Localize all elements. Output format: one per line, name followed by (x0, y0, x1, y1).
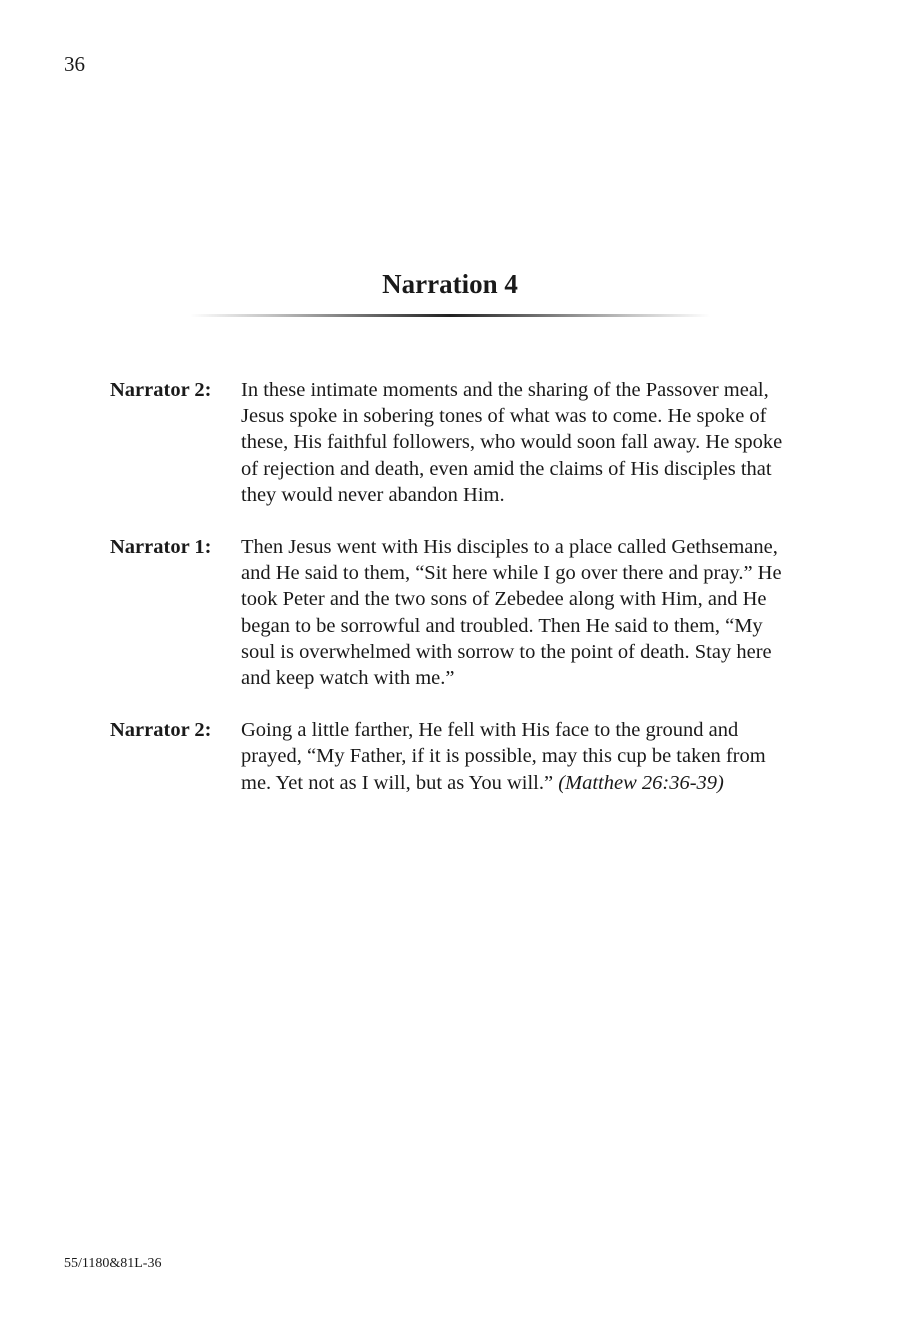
title-divider (190, 314, 710, 317)
speaker-label: Narrator 2: (110, 379, 212, 401)
footer-code: 55/1180&81L-36 (64, 1256, 162, 1271)
script-entry (110, 534, 810, 691)
scripture-citation: (Matthew 26:36-39) (558, 771, 724, 794)
speaker-label: Narrator 2: (110, 719, 212, 742)
speech-text: Then Jesus went with His disciples to a place called Gethsemane, and He said to them, “Sit here while I go over there and pray.” He took Peter and the two sons of Zebedee along with Him, and He began to be sorrowful and troubled. Then He said to them, “My soul is overwhelmed with sorrow to the point of death. Stay here and keep watch with me.” (241, 536, 782, 690)
script-entry (110, 717, 810, 796)
speaker-label: Narrator 1: (110, 536, 212, 559)
speech-text: In these intimate moments and the sharing of the Passover meal, Jesus spoke in sobering tones of what was to come. He spoke of these, His faithful followers, who would soon fall away. He spoke of rejection and death, even amid the claims of His disciples that they would never abandon Him. (241, 379, 783, 506)
section-title: Narration 4 (382, 269, 518, 299)
speech-text: Going a little farther, He fell with His face to the ground and prayed, “My Father, if it is possible, may this cup be taken from me. Yet not as I will, but as You will.” (241, 719, 766, 794)
script-entry (110, 377, 810, 508)
script-body (110, 377, 810, 822)
page-number: 36 (64, 52, 85, 76)
speech-text-with-citation (241, 717, 796, 796)
